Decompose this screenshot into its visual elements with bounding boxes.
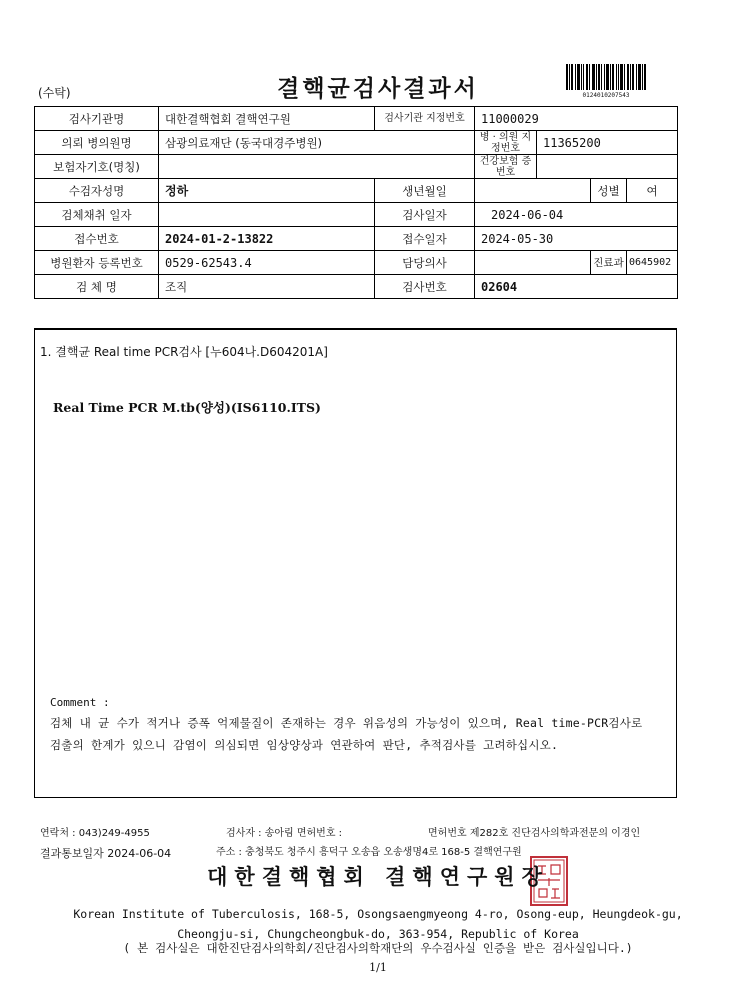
lab-name-label: 검사기관명 xyxy=(35,107,159,131)
clinic-code-value: 11365200 xyxy=(537,131,678,155)
test-date-label: 검사일자 xyxy=(375,203,475,227)
table-row xyxy=(35,275,678,299)
doctor-label: 담당의사 xyxy=(375,251,475,275)
test-result: Real Time PCR M.tb(양성)(IS6110.ITS) xyxy=(53,400,321,415)
receipt-date-label: 접수일자 xyxy=(375,227,475,251)
comment-title: Comment : xyxy=(50,696,110,709)
health-ins-label: 건강보험 증번호 xyxy=(475,155,537,179)
barcode-number: 0124010207543 xyxy=(582,92,630,99)
lab-code-value: 11000029 xyxy=(475,107,678,131)
patient-label: 수검자성명 xyxy=(35,179,159,203)
address: 주소 : 충청북도 청주시 흥덕구 오송읍 오송생명4로 168-5 결핵연구원 xyxy=(216,847,522,858)
test-no-label: 검사번호 xyxy=(375,275,475,299)
sex-label: 성별 xyxy=(591,179,627,203)
collect-label: 검체채취 일자 xyxy=(35,203,159,227)
clinic-code-label: 병 · 의원 지정번호 xyxy=(475,131,537,155)
english-address-line: Korean Institute of Tuberculosis, 168-5, Osongsaengmyeong 4-ro, Osong-eup, Heungdeok-gu, xyxy=(73,907,683,921)
english-address xyxy=(0,904,756,944)
specimen-value: 조직 xyxy=(159,275,375,299)
table-row xyxy=(35,107,678,131)
dept-value: 0645902 xyxy=(627,251,678,275)
report-date: 결과통보일자 2024-06-04 xyxy=(40,847,172,860)
lab-name-value: 대한결핵협회 결핵연구원 xyxy=(159,107,375,131)
birth-label: 생년월일 xyxy=(375,179,475,203)
table-row xyxy=(35,179,678,203)
receipt-no-label: 접수번호 xyxy=(35,227,159,251)
receipt-no-value: 2024-01-2-13822 xyxy=(159,227,375,251)
barcode xyxy=(566,64,646,90)
table-row xyxy=(35,131,678,155)
examiner-info: 검사자 : 송아림 면허번호 : xyxy=(226,828,343,839)
insurance-label: 보험자기호(명칭) xyxy=(35,155,159,179)
lab-code-label: 검사기관 지정번호 xyxy=(375,107,475,131)
test-date-value: 2024-06-04 xyxy=(475,203,678,227)
page-number: 1/1 xyxy=(369,961,387,974)
hospital-reg-label: 병원환자 등록번호 xyxy=(35,251,159,275)
table-row xyxy=(35,155,678,179)
sex-value: 여 xyxy=(627,179,678,203)
table-row xyxy=(35,203,678,227)
test-no-value: 02604 xyxy=(475,275,678,299)
request-value: 삼광의료재단 (동국대경주병원) xyxy=(159,131,475,155)
specimen-label: 검 체 명 xyxy=(35,275,159,299)
license-info: 면허번호 제282호 진단검사의학과전문의 이경인 xyxy=(428,828,641,839)
table-row xyxy=(35,227,678,251)
test-name: 1. 결핵균 Real time PCR검사 [누604나.D604201A] xyxy=(40,345,328,359)
health-ins-value xyxy=(537,155,678,179)
doctor-value xyxy=(475,251,591,275)
hospital-reg-value: 0529-62543.4 xyxy=(159,251,375,275)
certification-note: ( 본 검사실은 대한진단검사의학회/진단검사의학재단의 우수검사실 인증을 받은 검사실입니다.) xyxy=(123,941,633,955)
page-title: 결핵균검사결과서 xyxy=(277,75,479,102)
dept-label: 진료과 xyxy=(591,251,627,275)
copy-label: (수탁) xyxy=(38,86,71,100)
contact-info: 연락처 : 043)249-4955 xyxy=(40,828,150,839)
english-address-line: Cheongju-si, Chungcheongbuk-do, 363-954, Republic of Korea xyxy=(177,927,579,941)
insurance-value xyxy=(159,155,475,179)
birth-value xyxy=(475,179,591,203)
patient-value: 정하 xyxy=(159,179,375,203)
info-table xyxy=(34,106,678,299)
organization-name: 대한결핵협회 결핵연구원장 xyxy=(207,864,549,889)
receipt-date-value: 2024-05-30 xyxy=(475,227,678,251)
collect-value xyxy=(159,203,375,227)
comment-text: 검체 내 균 수가 적거나 증폭 억제물질이 존재하는 경우 위음성의 가능성이 있으며, Real time-PCR검사로 검출의 한계가 있으니 감염이 의심되면 임상양상과 연관하여 판단, 추적검사를 고려하십시오. xyxy=(50,716,643,752)
request-label: 의뢰 병의원명 xyxy=(35,131,159,155)
table-row xyxy=(35,251,678,275)
